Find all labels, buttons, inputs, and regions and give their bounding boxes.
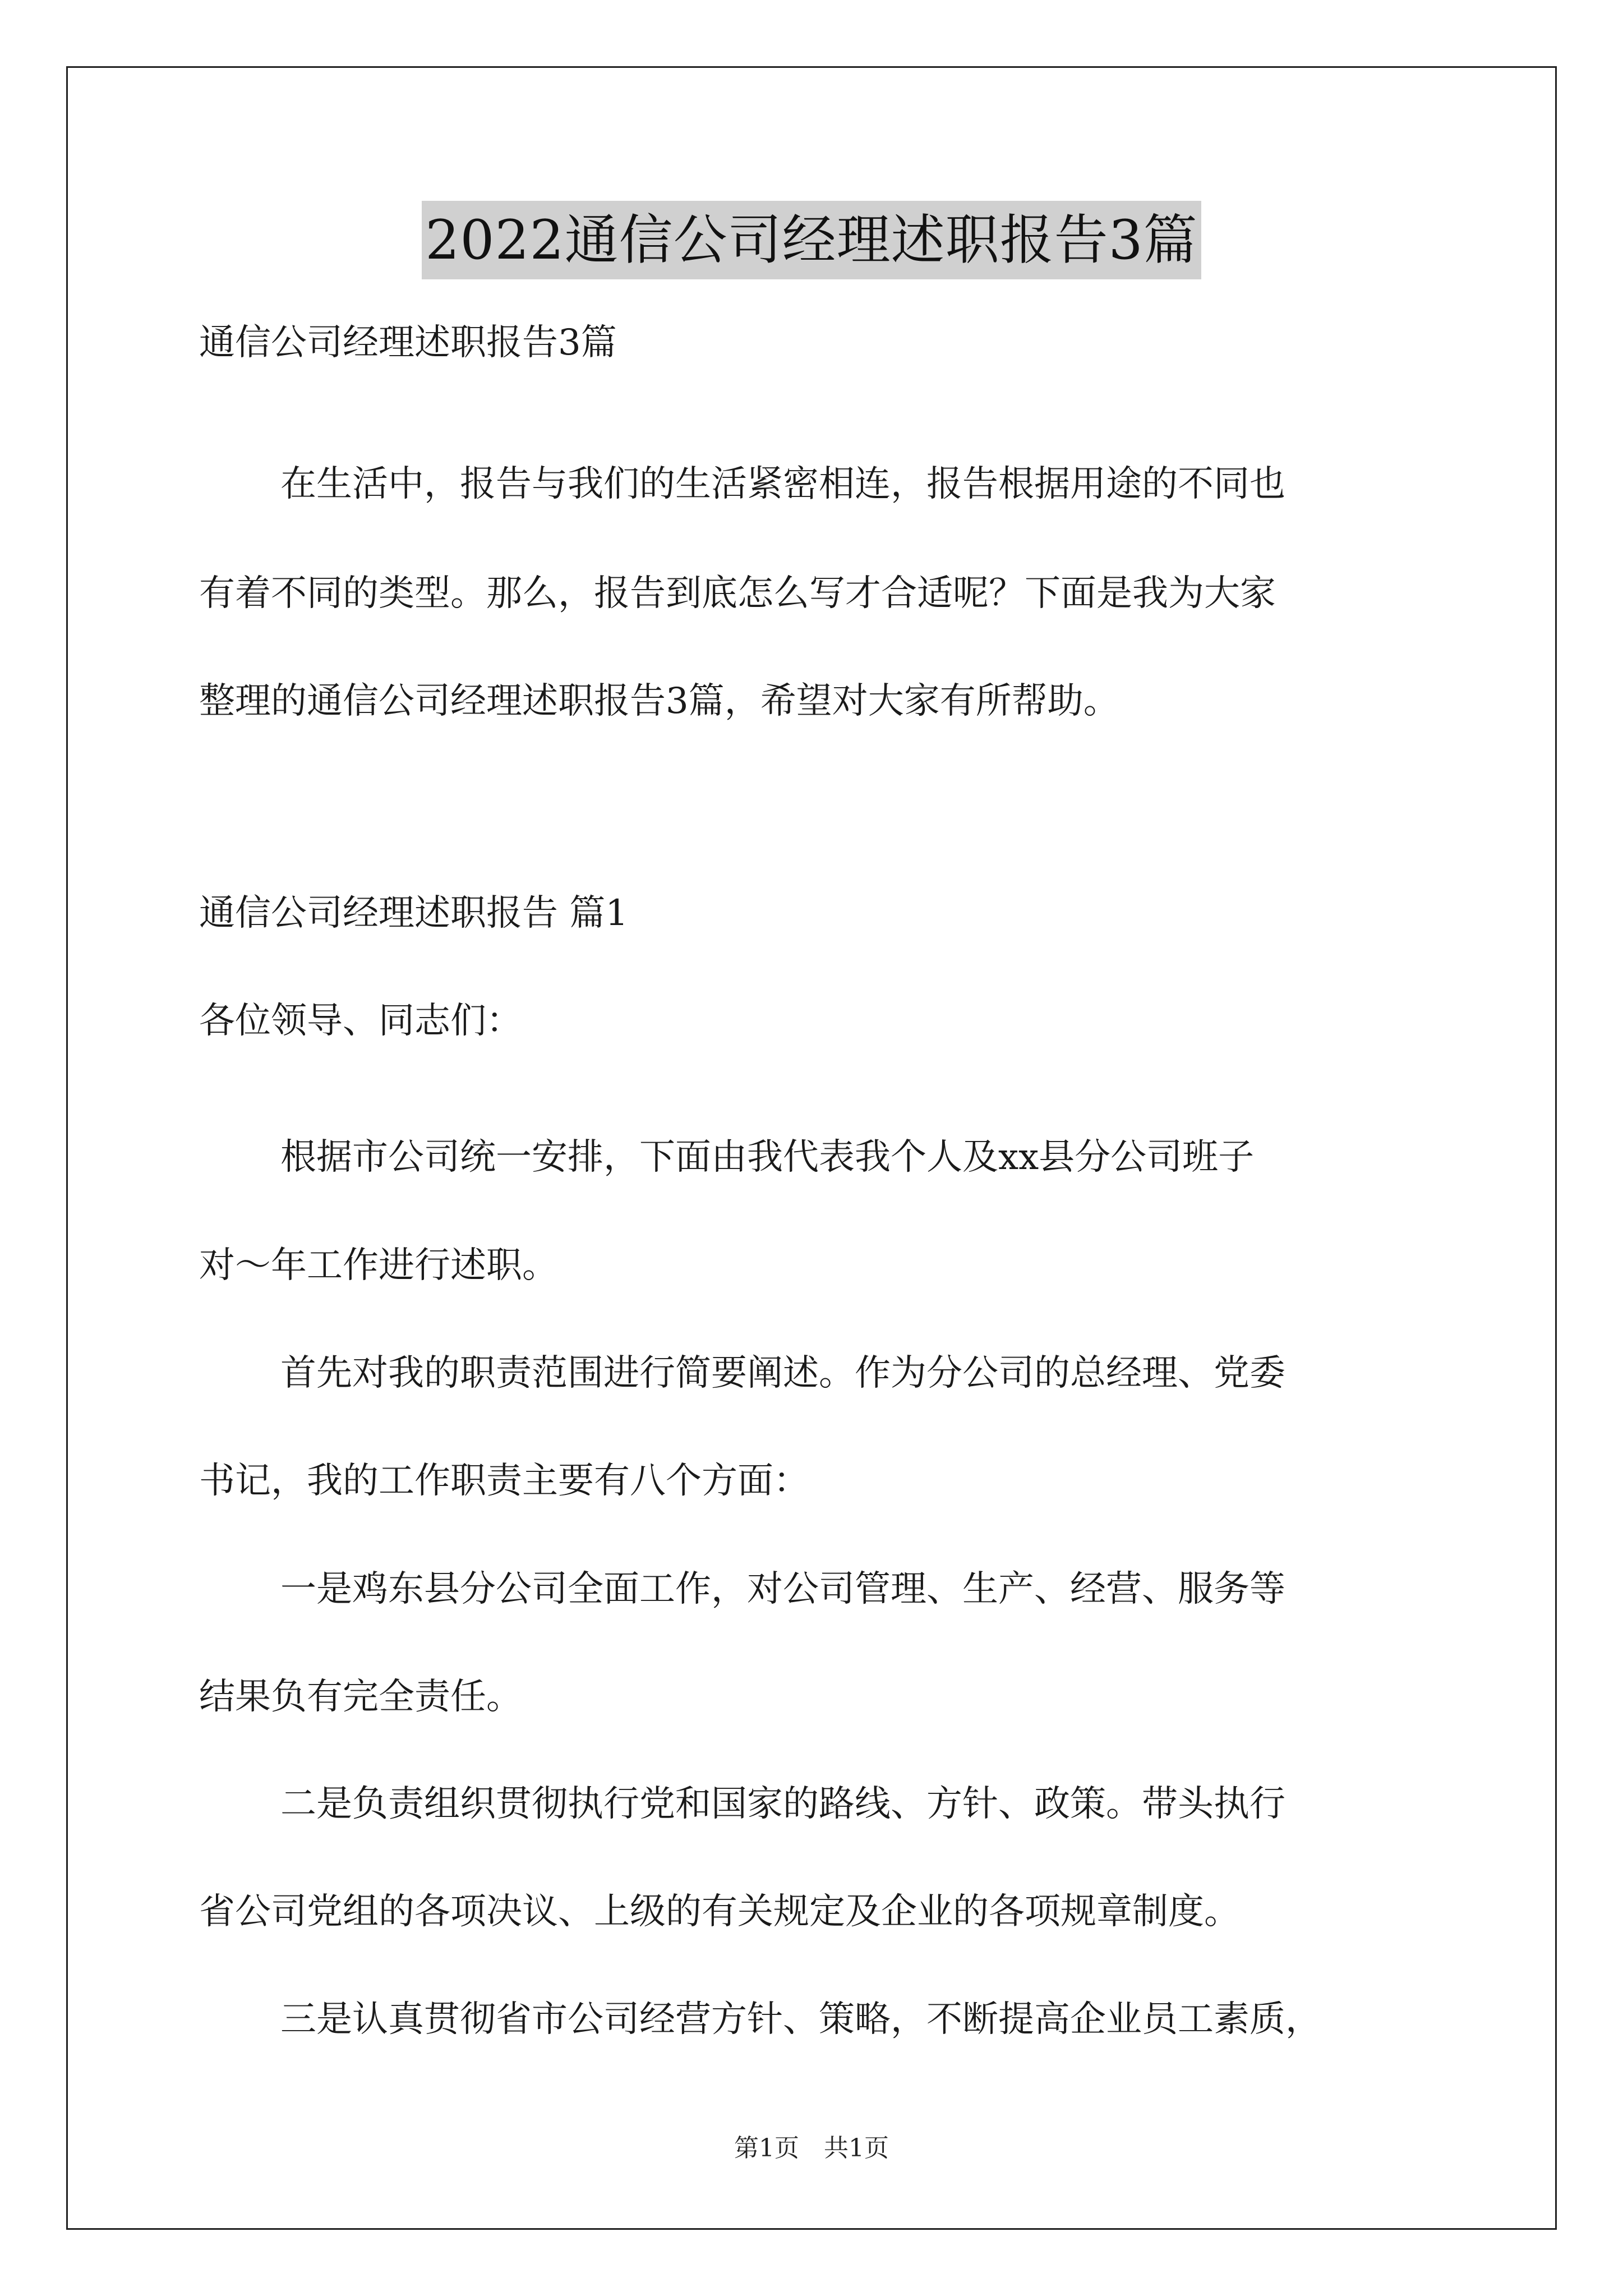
section-heading: 通信公司经理述职报告 篇1 <box>199 892 629 934</box>
paragraph-line: 三是认真贯彻省市公司经营方针、策略，不断提高企业员工素质， <box>280 1999 1321 2040</box>
paragraph-line: 整理的通信公司经理述职报告3篇，希望对大家有所帮助。 <box>199 680 1119 722</box>
title-container <box>0 201 1623 279</box>
paragraph-line: 在生活中，报告与我们的生活紧密相连，报告根据用途的不同也 <box>280 463 1285 505</box>
paragraph-line: 有着不同的类型。那么，报告到底怎么写才合适呢？下面是我为大家 <box>199 573 1276 614</box>
paragraph-line: 省公司党组的各项决议、上级的有关规定及企业的各项规章制度。 <box>199 1891 1240 1932</box>
paragraph-line: 根据市公司统一安排，下面由我代表我个人及xx县分公司班子 <box>280 1137 1255 1178</box>
subtitle-line: 通信公司经理述职报告3篇 <box>199 322 617 364</box>
paragraph-line: 结果负有完全责任。 <box>199 1676 522 1718</box>
paragraph-line: 一是鸡东县分公司全面工作，对公司管理、生产、经营、服务等 <box>280 1568 1285 1610</box>
salutation-line: 各位领导、同志们： <box>199 1000 522 1042</box>
paragraph-line: 书记，我的工作职责主要有八个方面： <box>199 1460 809 1502</box>
paragraph-line: 首先对我的职责范围进行简要阐述。作为分公司的总经理、党委 <box>280 1352 1285 1394</box>
document-title: 2022通信公司经理述职报告3篇 <box>422 201 1201 279</box>
paragraph-line: 二是负责组织贯彻执行党和国家的路线、方针、政策。带头执行 <box>280 1783 1285 1825</box>
paragraph-line: 对～年工作进行述职。 <box>199 1245 558 1286</box>
page-footer: 第1页 共1页 <box>734 2134 889 2162</box>
